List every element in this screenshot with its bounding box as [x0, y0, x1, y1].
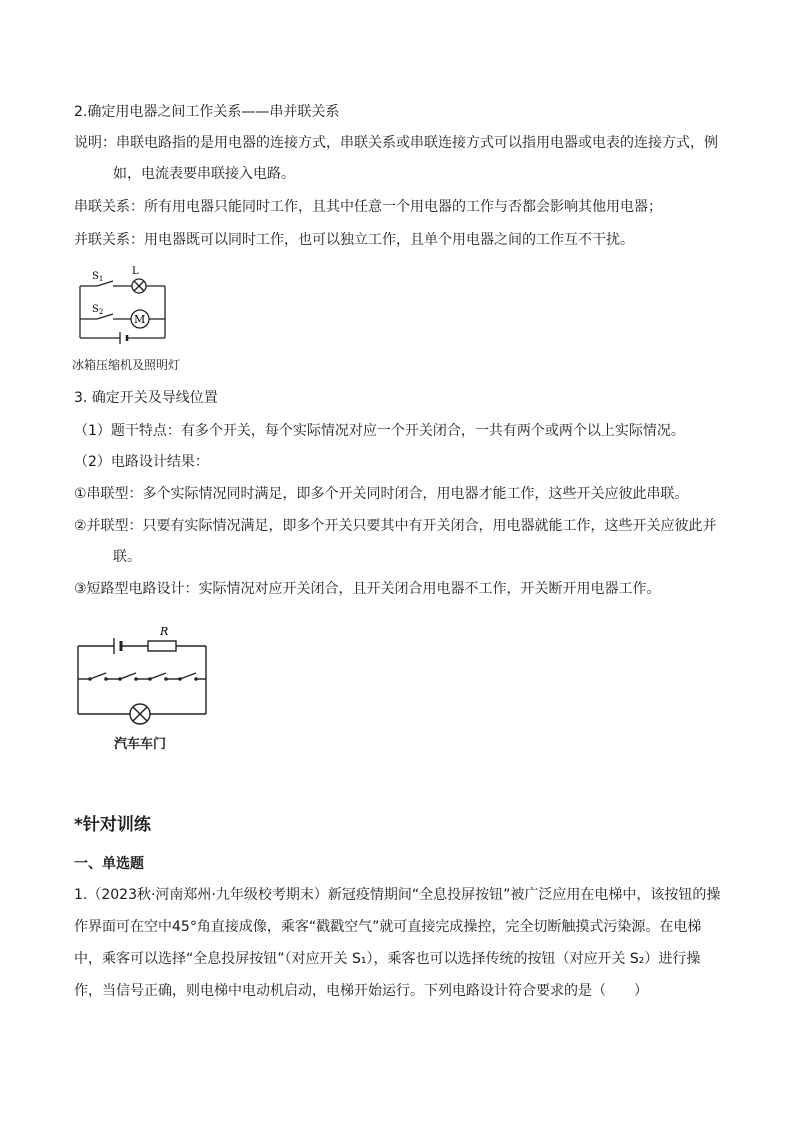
fridge-circuit-diagram — [70, 262, 180, 352]
design-result-item: （2）电路设计结果： — [74, 454, 209, 470]
feature-item: （1）题干特点：有多个开关，每个实际情况对应一个开关闭合，一共有两个或两个以上实际情况。 — [74, 423, 685, 439]
svg-text:S2: $S_2$ — [92, 304, 104, 316]
section-heading-2: 2.确定用电器之间工作关系——串并联关系 — [74, 104, 340, 120]
car-door-circuit-diagram — [70, 618, 215, 730]
switch-s1-label — [92, 271, 103, 283]
question-1-line-2: 作界面可在空中45°角直接成像，乘客“戳戳空气”就可直接完成操控，完全切断触摸式污染源。在电梯 — [74, 919, 702, 935]
short-circuit-type-line: ③短路型电路设计：实际情况对应开关闭合，且开关闭合用电器不工作，开关断开用电器工作。 — [74, 581, 661, 597]
note-line-2: 如，电流表要串联接入电路。 — [113, 166, 295, 182]
series-definition: 串联关系：所有用电器只能同时工作，且其中任意一个用电器的工作与否都会影响其他用电器； — [74, 199, 662, 215]
fridge-diagram-caption: 冰箱压缩机及照明灯 — [72, 358, 181, 372]
note-line-1: 说明：串联电路指的是用电器的连接方式，串联关系或串联连接方式可以指用电器或电表的连接方式，例 — [74, 135, 718, 151]
question-1-line-4: 作，当信号正确，则电梯中电动机启动，电梯开始运行。下列电路设计符合要求的是（ ） — [74, 983, 648, 999]
section-single-choice: 一、单选题 — [74, 856, 144, 872]
section-heading-3: 3. 确定开关及导线位置 — [74, 390, 218, 406]
car-door-diagram-caption: 汽车车门 — [114, 737, 167, 752]
lamp-label: L — [132, 266, 139, 277]
switch-s2-label — [92, 304, 103, 316]
question-1-line-1: 1.（2023秋·河南郑州·九年级校考期末）新冠疫情期间“全息投屏按钮”被广泛应用在电梯中，该按钮的操 — [74, 887, 721, 903]
question-1-line-3: 中，乘客可以选择“全息投屏按钮”（对应开关 S₁），乘客也可以选择传统的按钮（对应开关 S₂）进行操 — [74, 951, 701, 967]
svg-text:S1: $S_1$ — [92, 271, 104, 283]
parallel-type-line-2: 联。 — [113, 549, 141, 565]
training-title: *针对训练 — [74, 815, 151, 835]
motor-label: M — [134, 313, 146, 326]
resistor-label: R — [160, 625, 169, 638]
parallel-definition: 并联关系：用电器既可以同时工作，也可以独立工作，且单个用电器之间的工作互不干扰。 — [74, 232, 634, 248]
parallel-type-line-1: ②并联型：只要有实际情况满足，即多个开关只要其中有开关闭合，用电器就能工作，这些开关应彼此并 — [74, 518, 717, 534]
series-type-line: ①串联型：多个实际情况同时满足，即多个开关同时闭合，用电器才能工作，这些开关应彼此串联。 — [74, 486, 689, 502]
